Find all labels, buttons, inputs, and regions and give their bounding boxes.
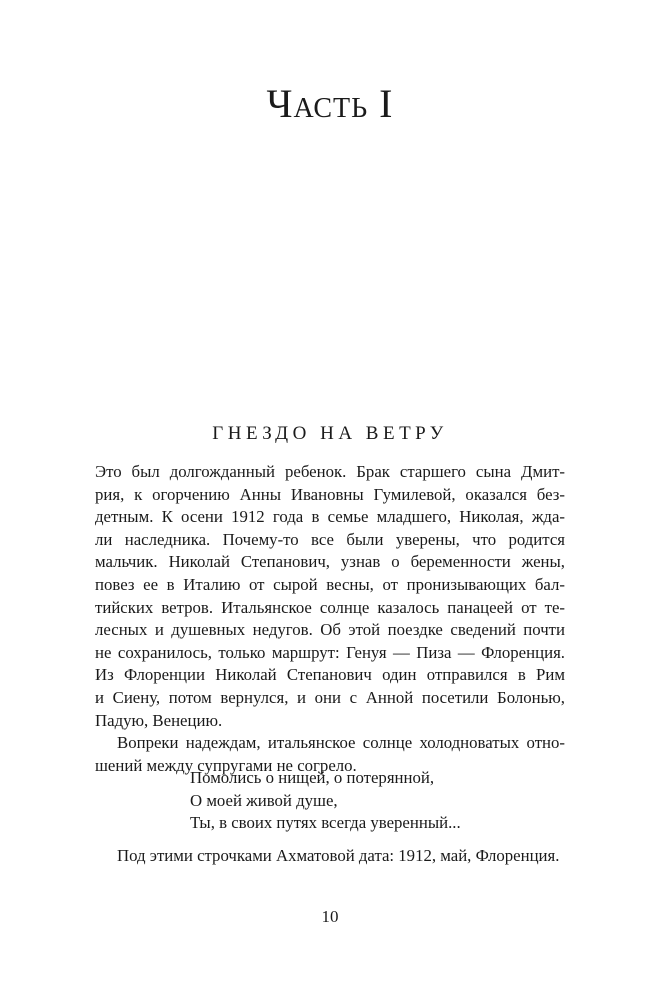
text-line: Падую, Венецию. [95,710,223,730]
text-line: повез ее в Италию от сырой весны, от пронизывающих бал- [95,574,565,594]
chapter-title: ГНЕЗДО НА ВЕТРУ [212,423,448,444]
poem-quote [190,767,461,835]
text-line: тийских ветров. Итальянское солнце казалось панацеей от те- [95,597,565,617]
poem-line: Ты, в своих путях всегда уверенный... [190,813,461,833]
text-line: не сохранилось, только маршрут: Генуя — Пиза — Флоренция. [95,642,565,662]
text-line: рия, к огорчению Анны Ивановны Гумилевой, оказался без- [95,484,565,504]
poem-line: О моей живой душе, [190,790,338,810]
text-line: мальчик. Николай Степанович, узнав о беременности жены, [95,552,565,572]
text-line: Вопреки надеждам, итальянское солнце холодноватых отно- [117,733,565,753]
date-note: Под этими строчками Ахматовой дата: 1912, май, Флоренция. [117,846,560,865]
page-number: 10 [321,907,339,926]
paragraph-1 [95,461,565,732]
text-line: ли наследника. Почему-то все были уверены, что родится [95,529,565,549]
poem-line: Помолись о нищей, о потерянной, [190,768,435,787]
text-line: детным. К осени 1912 года в семье младшего, Николая, жда- [95,507,565,527]
text-line: лесных и душевных недугов. Об этой поездке сведений почти [95,620,565,640]
text-line: шений между супругами не согрело. [95,755,357,775]
part-title: Часть I [266,81,394,126]
text-line: Это был долгожданный ребенок. Брак старшего сына Дмит- [95,462,565,481]
text-line: Из Флоренции Николай Степанович один отправился в Рим [95,665,565,685]
body-text [95,461,565,777]
text-line: и Сиену, потом вернулся, и они с Анной посетили Болонью, [95,687,565,707]
